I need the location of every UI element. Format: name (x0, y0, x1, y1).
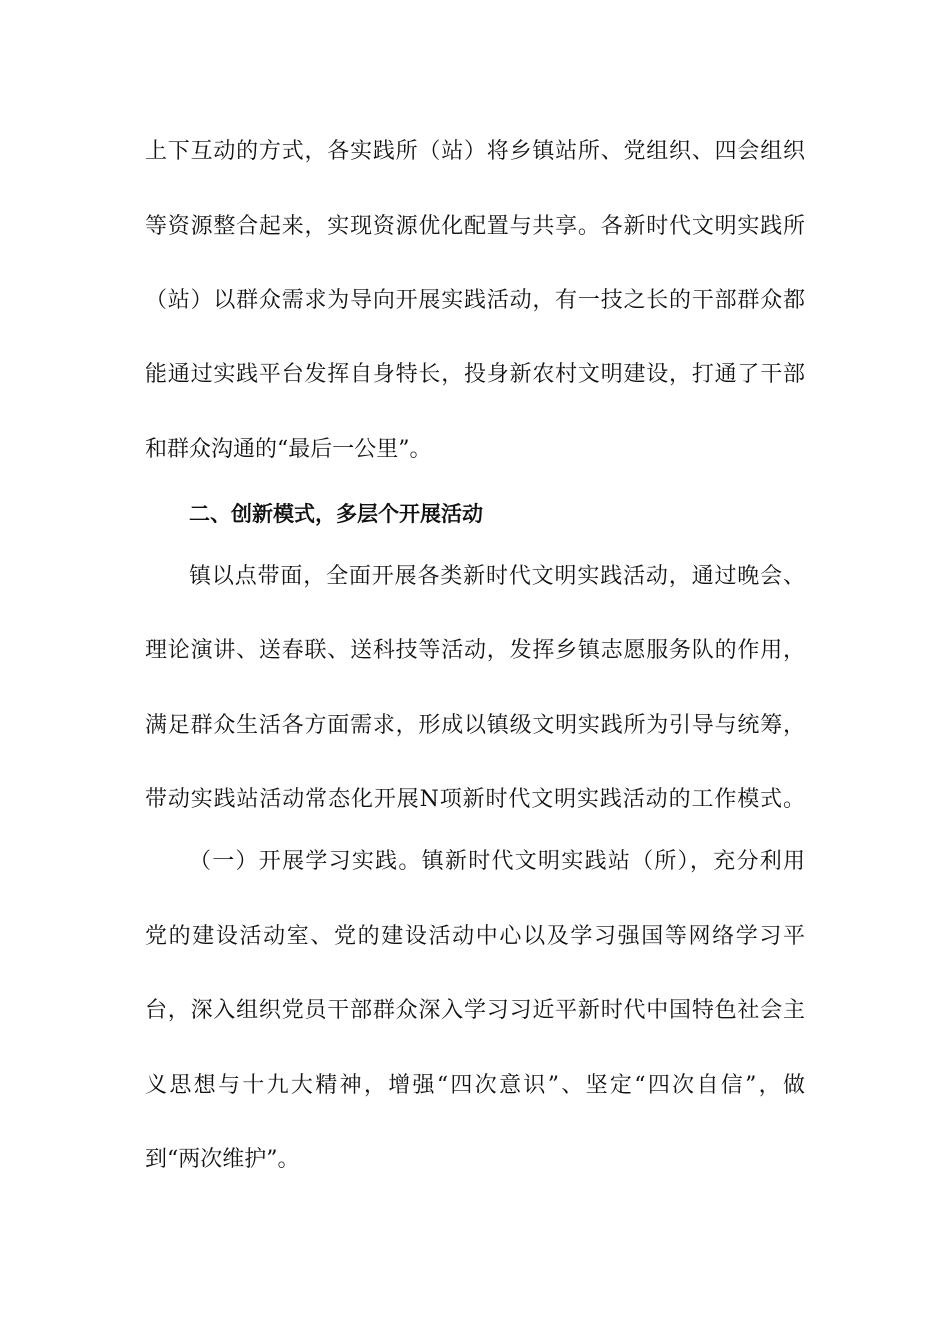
paragraph3-line-3: 台，深入组织党员干部群众深入学习习近平新时代中国特色社会主 (145, 998, 805, 1023)
paragraph3-line-1: （一）开展学习实践。镇新时代文明实践站（所），充分利用 (189, 849, 805, 874)
paragraph1-line-2: 等资源整合起来，实现资源优化配置与共享。各新时代文明实践所 (145, 214, 805, 239)
paragraph3-line-2: 党的建设活动室、党的建设活动中心以及学习强国等网络学习平 (145, 924, 805, 949)
paragraph2-line-4: 带动实践站活动常态化开展N项新时代文明实践活动的工作模式。 (145, 787, 805, 812)
paragraph3-line-5: 到“两次维护”。 (145, 1147, 300, 1172)
paragraph1-line-3: （站）以群众需求为导向开展实践活动，有一技之长的干部群众都 (145, 288, 805, 313)
paragraph1-line-4: 能通过实践平台发挥自身特长，投身新农村文明建设，打通了干部 (145, 362, 805, 387)
paragraph2-line-3: 满足群众生活各方面需求，形成以镇级文明实践所为引导与统筹， (145, 713, 805, 738)
paragraph2-line-2: 理论演讲、送春联、送科技等活动，发挥乡镇志愿服务队的作用， (145, 638, 805, 663)
section-heading: 二、创新模式，多层个开展活动 (189, 502, 483, 526)
paragraph2-line-1: 镇以点带面，全面开展各类新时代文明实践活动，通过晚会、 (189, 564, 805, 589)
paragraph1-line-1: 上下互动的方式，各实践所（站）将乡镇站所、党组织、四会组织 (145, 139, 805, 164)
paragraph3-line-4: 义思想与十九大精神，增强“四次意识”、坚定“四次自信”，做 (145, 1073, 805, 1098)
paragraph1-line-5: 和群众沟通的“最后一公里”。 (145, 437, 432, 462)
